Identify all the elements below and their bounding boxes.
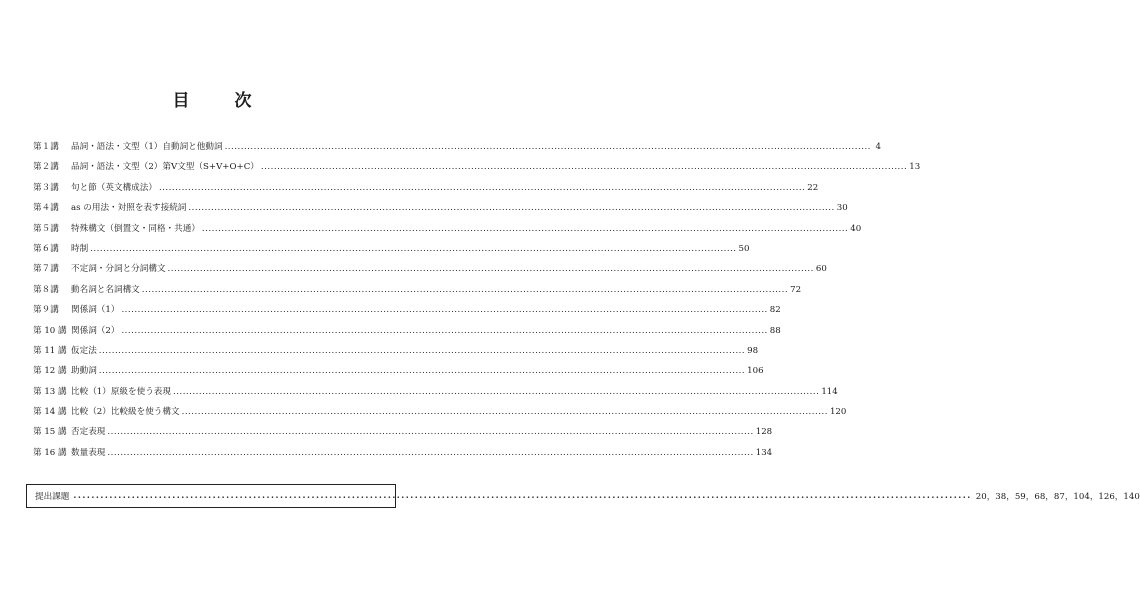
- page-number: 30: [836, 203, 848, 214]
- lecture-title: 関係詞（1）: [71, 305, 120, 316]
- lecture-number: 第９講: [33, 305, 59, 316]
- lecture-title: 句と節（英文構成法）: [71, 182, 157, 193]
- lecture-title: 否定表現: [71, 427, 106, 438]
- leader-dots: ........................................................................................................................................................................................................: [107, 427, 754, 438]
- toc-entry[interactable]: [33, 242, 750, 262]
- toc-entry[interactable]: [33, 303, 781, 323]
- page-number: 88: [769, 325, 781, 336]
- leader-dots: ........................................................................................................................................................................................................: [121, 305, 768, 316]
- toc-entry[interactable]: [33, 160, 921, 180]
- lecture-title: 助動詞: [71, 366, 97, 377]
- page-number: 4: [875, 142, 881, 152]
- lecture-title: 不定詞・分詞と分詞構文: [71, 264, 166, 275]
- lecture-title: as の用法・対照を表す接続詞: [71, 203, 187, 214]
- page-number: 50: [738, 243, 750, 254]
- lecture-title: 時制: [71, 243, 89, 254]
- page-number: 114: [821, 386, 838, 397]
- leader-dots: ........................................................................................................................................................................................................: [141, 284, 789, 295]
- leader-dots: ........................................................................................................................................................................................................: [188, 203, 835, 214]
- page-number: 60: [815, 264, 827, 275]
- lecture-title: 比較（1）原級を使う表現: [71, 386, 171, 397]
- toc-entry[interactable]: [33, 283, 802, 303]
- page-title: 目 次: [172, 91, 266, 111]
- leader-dots: ........................................................................................................................................................................................................: [107, 447, 754, 458]
- leader-dots: ........................................................................................................................................................................................................: [201, 223, 849, 234]
- lecture-title: 品詞・語法・文型（2）第Ⅴ文型（S+V+O+C）: [71, 162, 259, 173]
- toc-entry[interactable]: [33, 324, 781, 344]
- toc-entry[interactable]: [33, 425, 773, 445]
- page-number: 82: [769, 305, 781, 316]
- page-number: 22: [807, 182, 819, 193]
- leader-dots: ........................................................................................................................................................................................................: [98, 345, 746, 356]
- lecture-number: 第 12 講: [33, 366, 67, 377]
- assignment-box: [26, 484, 1140, 508]
- leader-dots: ........................................................................................................................................................................................................: [90, 243, 737, 254]
- lecture-number: 第 14 講: [33, 407, 67, 418]
- toc-entry[interactable]: [33, 385, 838, 405]
- leader-dots: ........................................................................................................................................................................................................: [158, 182, 806, 193]
- leader-dots: ........................................................................................................................................................................................................: [260, 162, 908, 173]
- leader-dots: ........................................................................................................................................................................................................: [224, 142, 871, 152]
- leader-dots: ........................................................................................................................................................................................................: [98, 366, 746, 377]
- leader-dots: ........................................................................................................................................................................................................: [121, 325, 768, 336]
- lecture-number: 第４講: [33, 203, 59, 214]
- lecture-number: 第２講: [33, 162, 59, 173]
- page-number: 72: [790, 284, 802, 295]
- toc-entry[interactable]: [33, 262, 827, 282]
- lecture-title: 品詞・語法・文型（1）自動詞と他動詞: [71, 142, 223, 152]
- lecture-number: 第 10 講: [33, 325, 67, 336]
- page-number: 13: [909, 162, 921, 173]
- lecture-title: 比較（2）比較級を使う構文: [71, 407, 180, 418]
- page-number: 134: [755, 447, 773, 458]
- lecture-title: 関係詞（2）: [71, 325, 120, 336]
- leader-dots: ........................................................................................................................................................................................................: [173, 386, 820, 397]
- lecture-number: 第 16 講: [33, 447, 67, 458]
- toc-entry[interactable]: [33, 364, 764, 384]
- toc-entry[interactable]: [33, 344, 759, 364]
- lecture-title: 特殊構文（倒置文・同格・共通）: [71, 223, 200, 234]
- toc-entry[interactable]: [33, 446, 773, 466]
- page-number: 106: [747, 366, 764, 377]
- toc-entry[interactable]: [33, 140, 881, 160]
- toc-entry[interactable]: [33, 181, 819, 201]
- assignment-pages: 20，38，59，68，87，104，126，140: [975, 492, 1140, 502]
- lecture-number: 第８講: [33, 284, 59, 295]
- lecture-number: 第１講: [33, 142, 59, 152]
- table-of-contents: [33, 140, 921, 466]
- toc-entry[interactable]: [33, 201, 848, 221]
- lecture-number: 第 11 講: [33, 345, 67, 356]
- lecture-number: 第３講: [33, 182, 59, 193]
- assignment-label: 提出課題: [35, 492, 70, 502]
- page-number: 128: [755, 427, 773, 438]
- leader-dots: ........................................................................................................................................................................................................: [181, 407, 828, 418]
- lecture-number: 第 15 講: [33, 427, 67, 438]
- leader-dots: ........................................................................................................................................................................................................: [167, 264, 814, 275]
- lecture-title: 仮定法: [71, 345, 97, 356]
- lecture-number: 第７講: [33, 264, 59, 275]
- lecture-title: 動名詞と名詞構文: [71, 284, 140, 295]
- leader-dots: ........................................................................................................................................................................................................: [73, 491, 972, 501]
- page-number: 120: [829, 407, 847, 418]
- lecture-number: 第 13 講: [33, 386, 67, 397]
- lecture-title: 数量表現: [71, 447, 106, 458]
- toc-entry[interactable]: [33, 405, 847, 425]
- page-number: 98: [747, 345, 759, 356]
- lecture-number: 第６講: [33, 243, 59, 254]
- lecture-number: 第５講: [33, 223, 59, 234]
- toc-entry[interactable]: [33, 222, 862, 242]
- page-number: 40: [850, 223, 862, 234]
